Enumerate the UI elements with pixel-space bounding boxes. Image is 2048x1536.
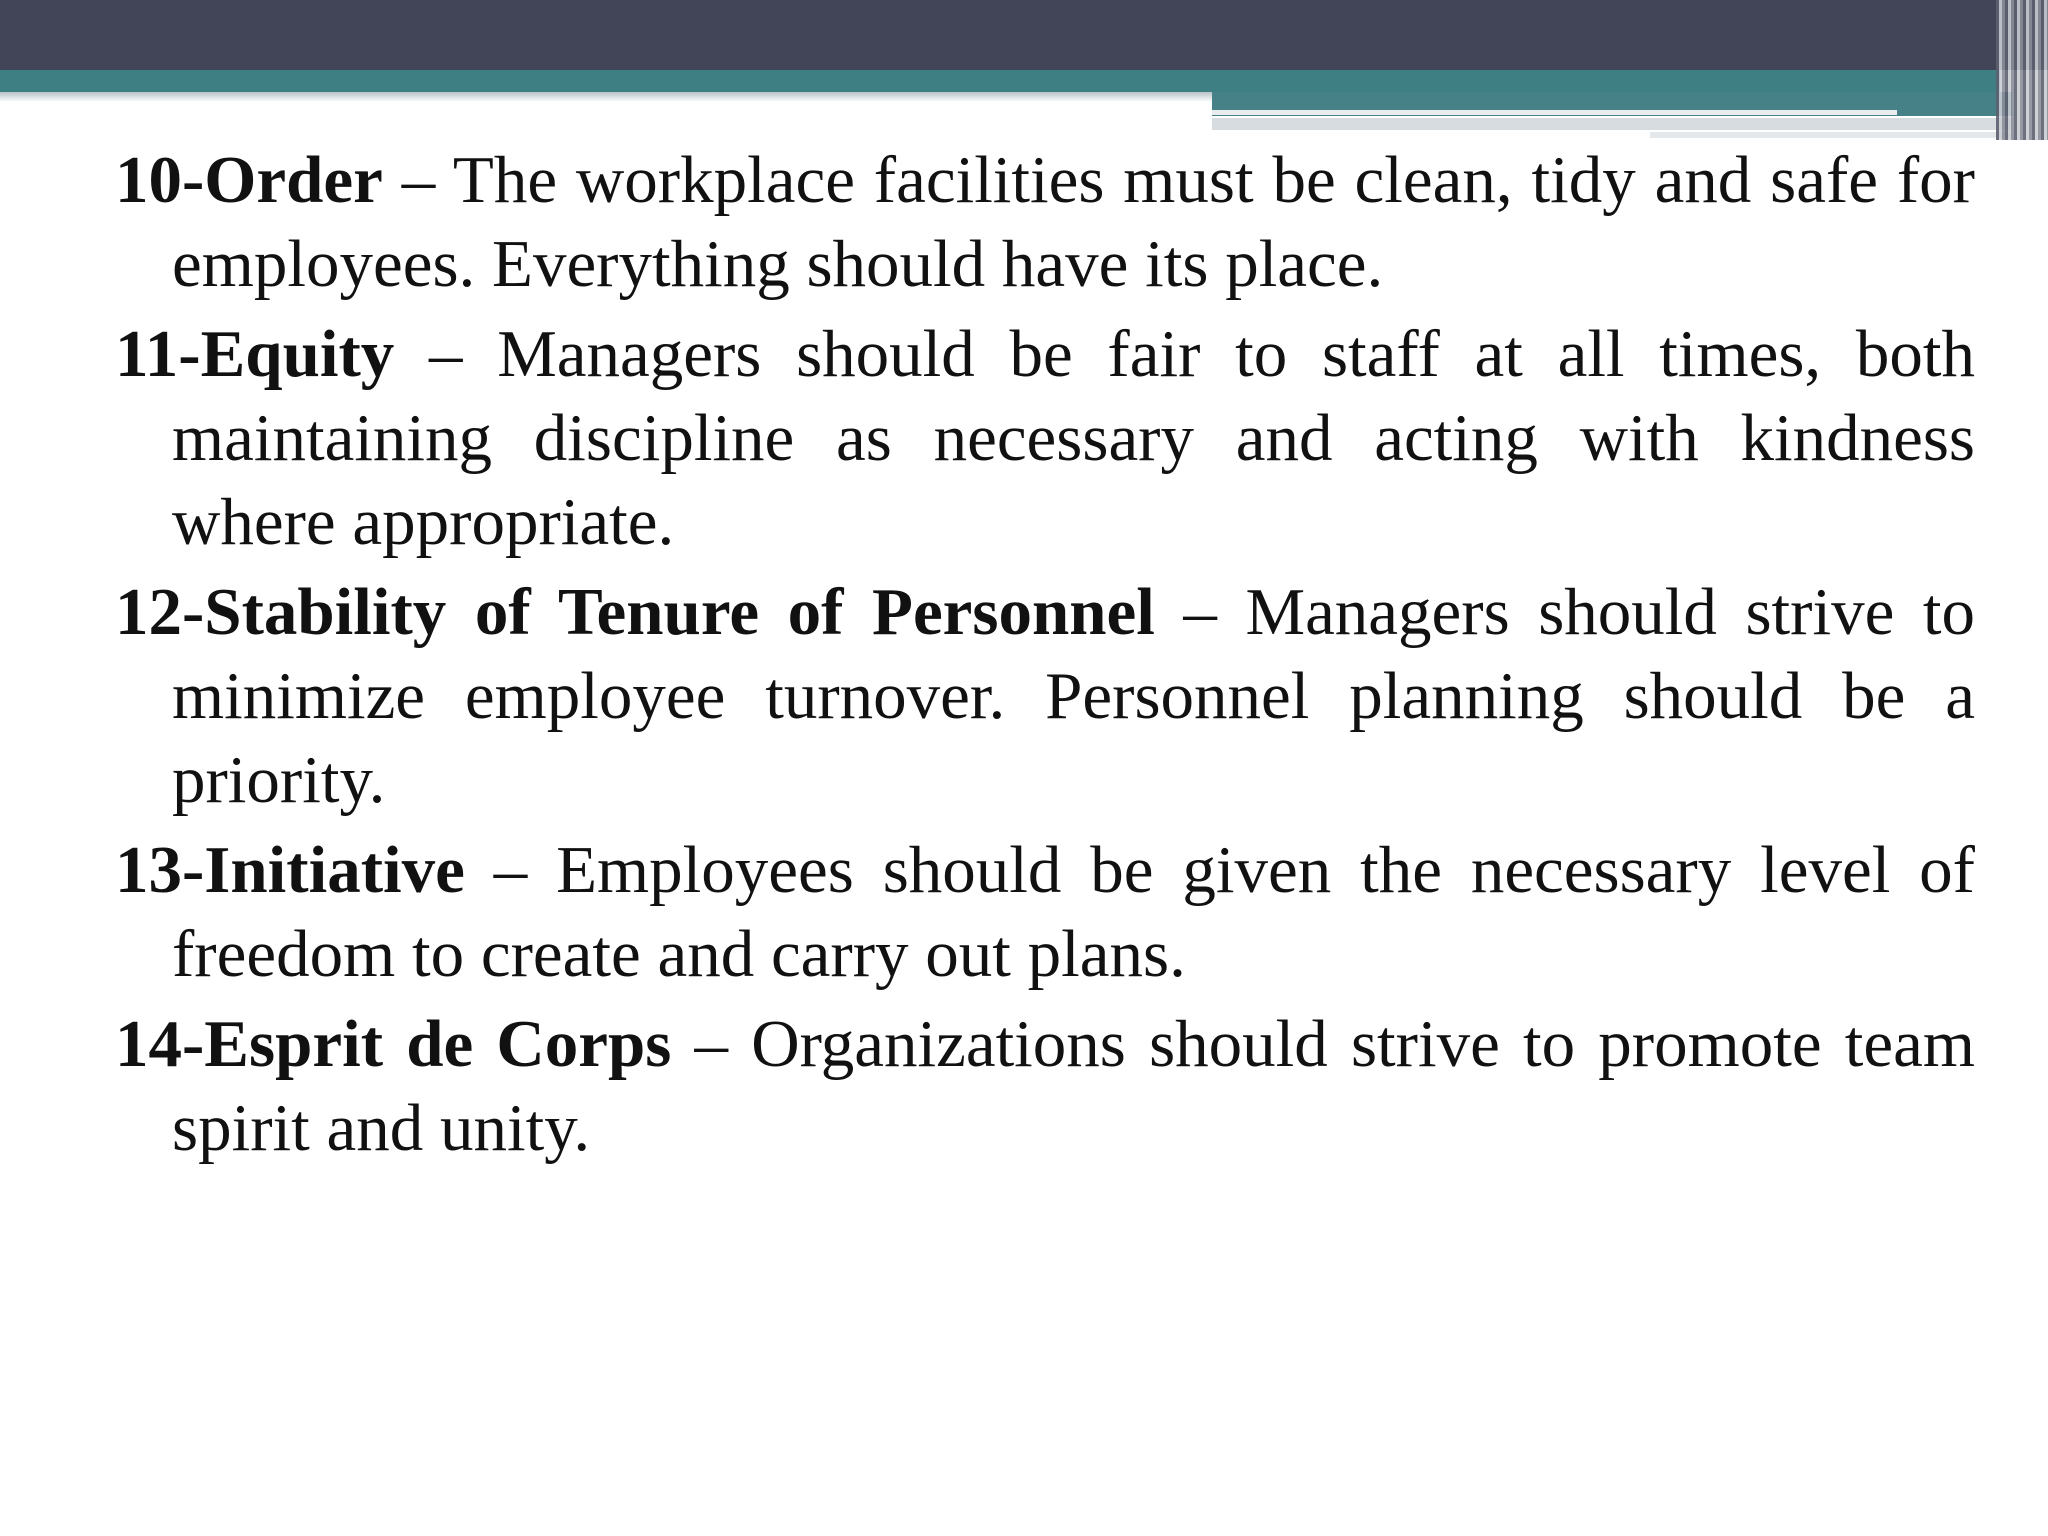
principle-text: – Managers should be fair to staff at all times, both maintaining discipline as necessary and acting with kindness where appropriate.: [172, 317, 1975, 559]
principle-term: 11-Equity: [115, 317, 395, 391]
header-decor-line: [1212, 110, 1897, 115]
principle-text: – Managers should strive to minimize employee turnover. Personnel planning should be a priority.: [172, 575, 1975, 817]
header-accent-bar: [0, 70, 2000, 92]
header-shadow: [0, 92, 1212, 102]
principle-term: 14-Esprit de Corps: [115, 1007, 672, 1081]
principle-item: [115, 1002, 1975, 1170]
slide-body: [115, 138, 1975, 1176]
principle-item: [115, 570, 1975, 822]
header-bar: [0, 0, 2048, 70]
header-decor-line: [1212, 118, 2012, 130]
principle-item: [115, 138, 1975, 306]
principle-text: – Organizations should strive to promote team spirit and unity.: [172, 1007, 1975, 1165]
principle-item: [115, 828, 1975, 996]
principle-text: – Employees should be given the necessary level of freedom to create and carry out plans.: [172, 833, 1975, 991]
principle-term: 13-Initiative: [115, 833, 465, 907]
corner-stripes: [1996, 0, 2048, 140]
principle-term: 12-Stability of Tenure of Personnel: [115, 575, 1155, 649]
principle-text: – The workplace facilities must be clean, tidy and safe for employees. Everything should have its place.: [172, 143, 1975, 301]
principle-term: 10-Order: [115, 143, 383, 217]
principle-item: [115, 312, 1975, 564]
